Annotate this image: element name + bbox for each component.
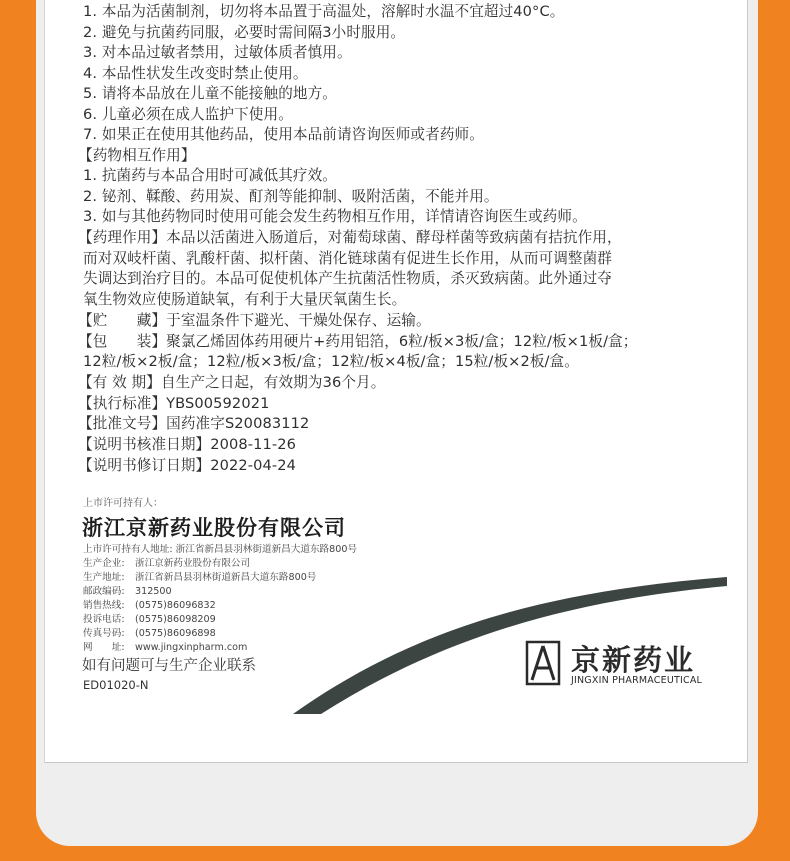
- approved-date: 【说明书核准日期】2008-11-26: [78, 436, 297, 453]
- interaction-3: 3. 如与其他药物同时使用可能会发生药物相互作用，详情请咨询医生或药师。: [83, 208, 587, 225]
- interaction-1: 1. 抗菌药与本品合用时可减低其疗效。: [83, 167, 337, 184]
- precaution-7: 7. 如果正在使用其他药品，使用本品前请咨询医师或者药师。: [83, 126, 484, 143]
- approval-number: 【批准文号】国药准字S20083112: [78, 415, 310, 432]
- interaction-2: 2. 铋剂、鞣酸、药用炭、酊剂等能抑制、吸附活菌，不能并用。: [83, 188, 499, 205]
- production-address-key: 生产地址:: [83, 572, 125, 583]
- website-key: 网 址:: [83, 642, 125, 653]
- document-code: ED01020-N: [83, 678, 149, 692]
- postal-code-key: 邮政编码:: [83, 586, 125, 597]
- precaution-5: 5. 请将本品放在儿童不能接触的地方。: [83, 85, 337, 102]
- complaint-phone-value: (0575)86098209: [135, 614, 216, 625]
- contact-note: 如有问题可与生产企业联系: [82, 658, 256, 674]
- pharmacology-line-1: 【药理作用】本品以活菌进入肠道后，对葡萄球菌、酵母样菌等致病菌有拮抗作用，: [78, 229, 622, 246]
- sales-hotline-value: (0575)86096832: [135, 600, 216, 611]
- production-address-value: 浙江省新昌县羽林街道新昌大道东路800号: [135, 572, 317, 583]
- logo-english-name: JINGXIN PHARMACEUTICAL: [571, 675, 703, 686]
- producer-key: 生产企业:: [83, 558, 125, 569]
- pharmacology-line-4: 氧生物效应使肠道缺氧，有利于大量厌氧菌生长。: [83, 291, 407, 308]
- interactions-heading: 【药物相互作用】: [78, 147, 196, 164]
- precaution-1: 1. 本品为活菌制剂，切勿将本品置于高温处，溶解时水温不宜超过40°C。: [83, 3, 565, 20]
- precaution-3: 3. 对本品过敏者禁用，过敏体质者慎用。: [83, 44, 352, 61]
- standard: 【执行标准】YBS00592021: [78, 395, 270, 412]
- holder-address-key: 上市许可持有人地址:: [83, 544, 173, 555]
- pharmacology-line-2: 而对双岐杆菌、乳酸杆菌、拟杆菌、消化链球菌有促进生长作用，从而可调整菌群: [83, 250, 612, 267]
- packaging-line-1: 【包 装】聚氯乙烯固体药用硬片+药用铝箔，6粒/板×3板/盒；12粒/板×1板/盒；: [78, 333, 638, 350]
- packaging-line-2: 12粒/板×2板/盒；12粒/板×3板/盒；12粒/板×4板/盒；15粒/板×2板/盒。: [83, 353, 579, 370]
- complaint-phone-key: 投诉电话:: [83, 614, 125, 625]
- precaution-4: 4. 本品性状发生改变时禁止使用。: [83, 65, 308, 82]
- postal-code-value: 312500: [135, 586, 172, 597]
- precaution-2: 2. 避免与抗菌药同服，必要时需间隔3小时服用。: [83, 24, 406, 41]
- logo-chinese-name: 京新药业: [571, 643, 696, 677]
- precaution-6: 6. 儿童必须在成人监护下使用。: [83, 106, 293, 123]
- package-insert: [44, 0, 748, 763]
- validity: 【有 效 期】自生产之日起，有效期为36个月。: [78, 374, 386, 391]
- website-value: www.jingxinpharm.com: [135, 642, 248, 653]
- holder-address-value: 浙江省新昌县羽林街道新昌大道东路800号: [175, 544, 358, 555]
- sales-hotline-key: 销售热线:: [83, 600, 125, 611]
- fax-number-value: (0575)86096898: [135, 628, 216, 639]
- pharmacology-line-3: 失调达到治疗目的。本品可促使机体产生抗菌活性物质，杀灭致病菌。此外通过夺: [83, 270, 612, 287]
- company-name: 浙江京新药业股份有限公司: [82, 516, 346, 540]
- jingxin-logo-icon: [523, 640, 563, 686]
- fax-number-key: 传真号码:: [83, 628, 125, 639]
- producer-value: 浙江京新药业股份有限公司: [135, 558, 251, 569]
- holder-label: 上市许可持有人：: [83, 498, 163, 509]
- storage: 【贮 藏】于室温条件下避光、干燥处保存、运输。: [78, 312, 431, 329]
- revised-date: 【说明书修订日期】2022-04-24: [78, 457, 297, 474]
